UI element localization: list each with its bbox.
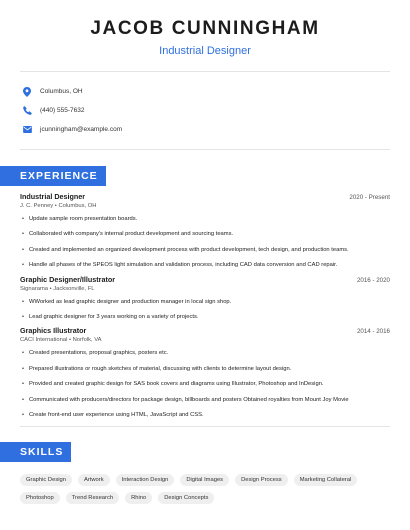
job-bullet: • Create front-end user experience using HTML, JavaScript and CSS. — [22, 411, 390, 419]
job-bullet: • WWorked as lead graphic designer and production manager in local sign shop. — [22, 298, 390, 306]
job-bullet: • Created and implemented an organized development process with product development, tech design, and production teams. — [22, 246, 390, 254]
job-bullet: • Lead graphic designer for 3 years working on a variety of projects. — [22, 313, 390, 321]
divider — [20, 149, 390, 150]
contact-list — [0, 72, 410, 139]
job-dates: 2014 - 2016 — [356, 328, 390, 336]
skills-section — [0, 442, 410, 504]
contact-location-text: Columbus, OH — [40, 88, 83, 95]
job-bullet: • Prepared illustrations or rough sketches of material, discussing with clients to determine layout design. — [22, 365, 390, 373]
contact-email — [22, 120, 410, 139]
job-title: Industrial Designer — [20, 192, 86, 201]
skill-tag: Design Process — [235, 474, 288, 486]
skill-tag: Photoshop — [20, 492, 60, 504]
job-company: CACI International • Norfolk, VA — [20, 337, 102, 344]
phone-icon — [22, 106, 32, 116]
job-entry — [20, 275, 390, 321]
job-company: Signarama • Jacksonville, FL — [20, 285, 95, 292]
skill-tag: Trend Research — [66, 492, 119, 504]
job-company: J. C. Penney • Columbus, OH — [20, 203, 97, 209]
skill-tag: Digital Images — [180, 474, 229, 486]
job-bullet: • Created presentations, proposal graphics, posters etc. — [22, 349, 390, 357]
skills-list — [0, 474, 410, 504]
skill-tag: Design Concepts — [158, 492, 214, 504]
contact-phone — [22, 101, 410, 120]
location-pin-icon — [22, 87, 32, 97]
contact-phone-text: (440) 555-7632 — [40, 107, 85, 114]
skill-tag: Interaction Design — [116, 474, 175, 486]
job-bullet: • Handle all phases of the SPEOS light simulation and validation process, including CAD data conversion and CAD repair. — [22, 261, 390, 269]
candidate-name: JACOB CUNNINGHAM — [90, 18, 320, 39]
job-bullet: • Communicated with producers/directors for package design, billboards and posters Obtained royalties from Mount Joy Movie — [22, 396, 390, 404]
skill-tag: Marketing Collateral — [294, 474, 358, 486]
job-title: Graphic Designer/Illustrator — [20, 274, 116, 284]
skill-tag: Graphic Design — [20, 474, 72, 486]
job-dates: 2016 - 2020 — [356, 276, 390, 284]
job-entry — [20, 326, 390, 419]
job-entry — [20, 192, 390, 269]
skill-tag: Artwork — [78, 474, 110, 486]
divider — [20, 426, 390, 427]
experience-section — [0, 166, 410, 419]
email-icon — [22, 125, 32, 135]
job-bullet: • Provided and created graphic design for SAS book covers and diagrams using Illustrator, Photoshop and InDesign. — [22, 380, 390, 388]
skills-heading: SKILLS — [0, 442, 71, 462]
job-bullet: • Update sample room presentation boards. — [22, 215, 390, 223]
job-bullet: • Collaborated with company's internal product development and sourcing teams. — [22, 230, 390, 238]
contact-email-text: jcunningham@example.com — [40, 126, 123, 133]
contact-location — [22, 82, 410, 101]
job-dates: 2020 - Present — [349, 194, 390, 201]
job-title: Graphics Illustrator — [20, 326, 87, 336]
skill-tag: Rhino — [125, 492, 152, 504]
resume-header — [0, 0, 410, 57]
candidate-title: Industrial Designer — [159, 45, 251, 57]
experience-heading: EXPERIENCE — [0, 166, 106, 186]
